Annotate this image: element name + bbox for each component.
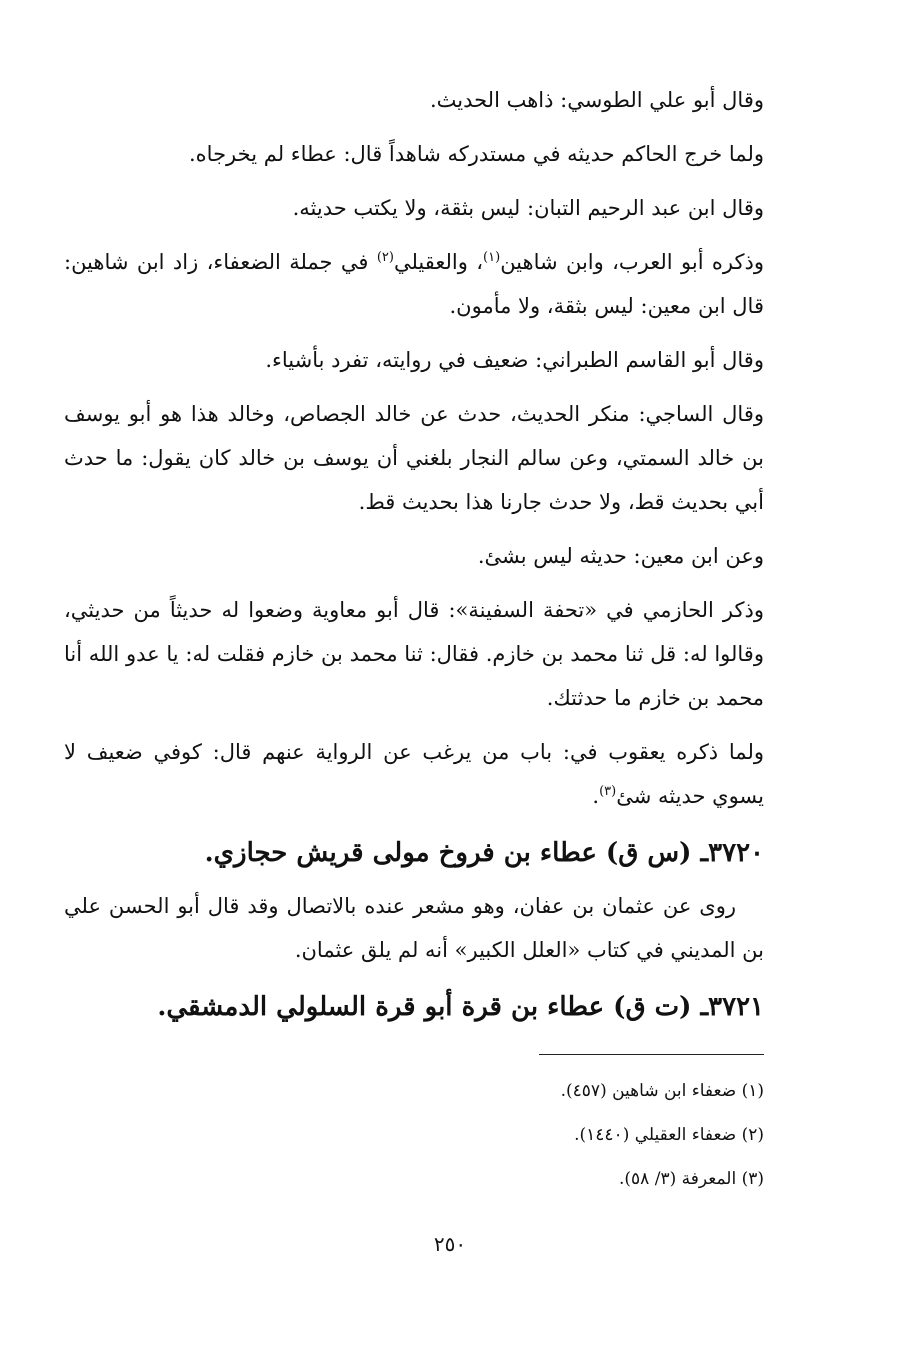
paragraph-abul-arab-part1: وذكره أبو العرب، وابن شاهين <box>500 250 764 274</box>
footnote-ref-2[interactable]: (٢) <box>376 250 394 265</box>
footnote-2: (٢) ضعفاء العقيلي (١٤٤٠). <box>574 1125 764 1145</box>
entry-body-3720-text: روى عن عثمان بن عفان، وهو مشعر عنده بالاتصال وقد قال أبو الحسن علي بن المديني في كتاب «العلل الكبير» أنه لم يلق عثمان. <box>64 894 764 962</box>
paragraph-tusi: وقال أبو علي الطوسي: ذاهب الحديث. <box>429 88 764 112</box>
paragraph-abul-arab-part2: ، والعقيلي <box>393 250 484 274</box>
paragraph-hakim: ولما خرج الحاكم حديثه في مستدركه شاهداً قال: عطاء لم يخرجاه. <box>189 142 764 166</box>
page-number: ٢٥٠ <box>433 1232 467 1256</box>
paragraph-tabarani: وقال أبو القاسم الطبراني: ضعيف في روايته، تفرد بأشياء. <box>265 348 764 372</box>
entry-heading-3720: ٣٧٢٠ـ (س ق) عطاء بن فروخ مولى قريش حجازي. <box>204 838 764 868</box>
entry-body-3720 <box>64 884 764 972</box>
footnote-ref-3[interactable]: (٣) <box>599 784 617 799</box>
footnote-3: (٣) المعرفة (٣/ ٥٨). <box>619 1169 764 1189</box>
paragraph-tabban: وقال ابن عبد الرحيم التبان: ليس بثقة، ولا يكتب حديثه. <box>292 196 764 220</box>
page-body <box>64 78 764 1201</box>
paragraph-hazimi: وذكر الحازمي في «تحفة السفينة»: قال أبو معاوية وضعوا له حديثاً من حديثي، وقالوا له: قل ثنا محمد بن خازم. فقال: ثنا محمد بن خازم فقلت له: يا عدو الله أنا محمد بن خازم ما حدثتك. <box>64 598 764 710</box>
footnote-separator <box>539 1054 764 1055</box>
paragraph-yaqub-part2: . <box>592 784 600 808</box>
paragraph-yaqub-part1: ولما ذكره يعقوب في: باب من يرغب عن الرواية عنهم قال: كوفي ضعيف لا يسوي حديثه شئ <box>64 740 764 808</box>
paragraph-ibn-main: وعن ابن معين: حديثه ليس بشئ. <box>477 544 764 568</box>
footnote-ref-1[interactable]: (١) <box>483 250 501 265</box>
paragraph-saji: وقال الساجي: منكر الحديث، حدث عن خالد الجصاص، وخالد هذا هو أبو يوسف بن خالد السمتي، وعن سالم النجار بلغني أن يوسف بن خالد كان يقول: ما حدث أبي بحديث قط، ولا حدث جارنا هذا بحديث قط. <box>64 402 764 514</box>
paragraph-abul-arab <box>64 240 764 328</box>
entry-heading-3721: ٣٧٢١ـ (ت ق) عطاء بن قرة أبو قرة السلولي الدمشقي. <box>157 992 764 1022</box>
footnote-1: (١) ضعفاء ابن شاهين (٤٥٧). <box>560 1081 764 1101</box>
paragraph-abul-arab-part3: في جملة الضعفاء، زاد ابن شاهين: قال ابن معين: ليس بثقة، ولا مأمون. <box>64 250 764 318</box>
paragraph-yaqub <box>64 730 764 818</box>
